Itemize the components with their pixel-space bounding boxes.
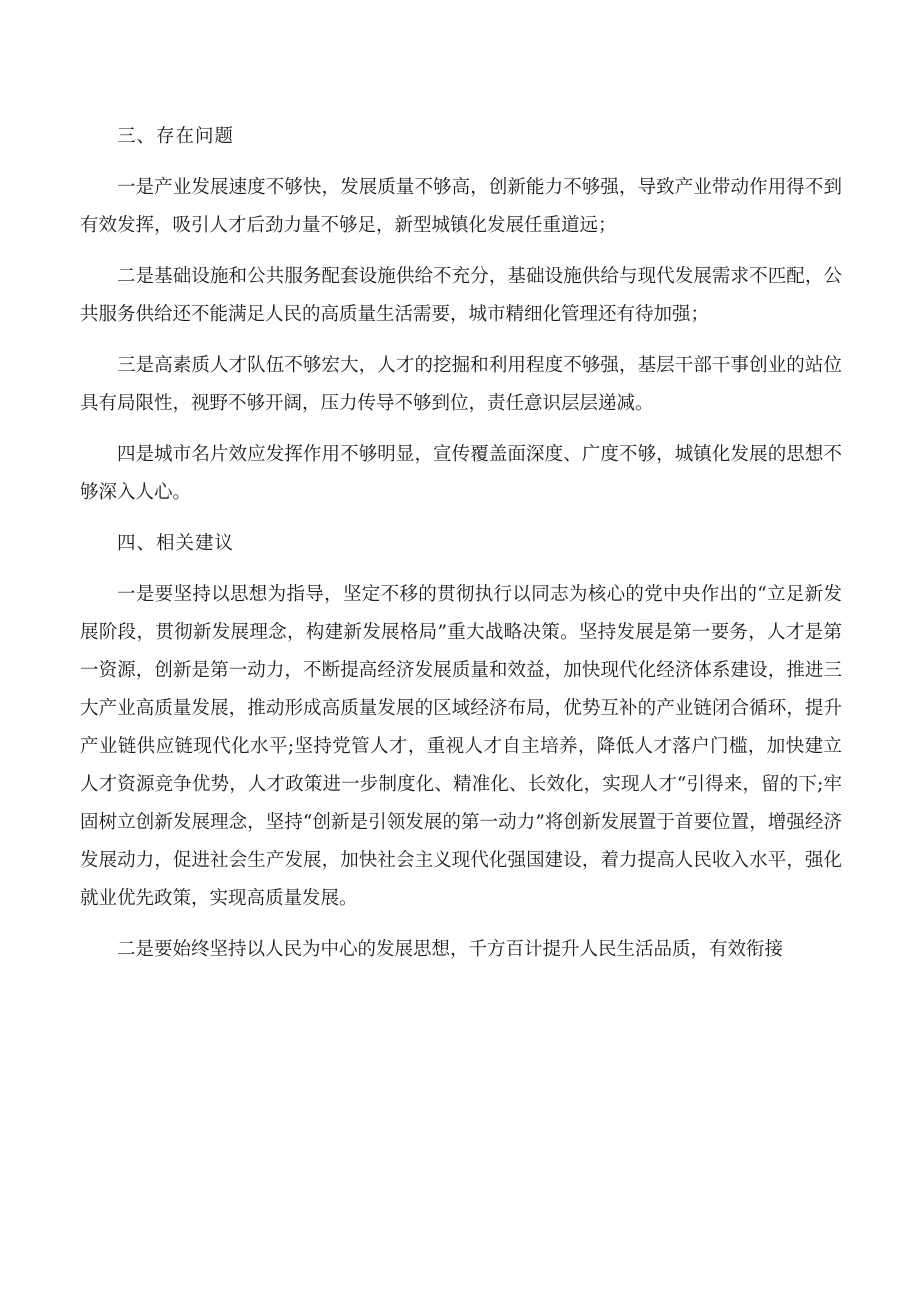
section-heading-suggestions: 四、相关建议 — [117, 533, 235, 554]
paragraph-suggestion-2: 二是要始终坚持以人民为中心的发展思想，千方百计提升人民生活品质，有效衔接 — [117, 939, 784, 960]
document-page — [80, 118, 842, 982]
section-heading-problems: 三、存在问题 — [117, 126, 235, 147]
paragraph-problem-3: 三是高素质人才队伍不够宏大，人才的挖掘和利用程度不够强，基层干部干事创业的站位具有局限性，视野不够开阔，压力传导不够到位，责任意识层层递减。 — [80, 355, 842, 414]
paragraph-problem-4: 四是城市名片效应发挥作用不够明显，宣传覆盖面深度、广度不够，城镇化发展的思想不够深入人心。 — [80, 444, 842, 503]
paragraph-problem-1: 一是产业发展速度不够快，发展质量不够高，创新能力不够强，导致产业带动作用得不到有效发挥，吸引人才后劲力量不够足，新型城镇化发展任重道远； — [80, 177, 842, 236]
paragraph-problem-2: 二是基础设施和公共服务配套设施供给不充分，基础设施供给与现代发展需求不匹配，公共服务供给还不能满足人民的高质量生活需要，城市精细化管理还有待加强； — [80, 266, 842, 325]
paragraph-suggestion-1: 一是要坚持以思想为指导，坚定不移的贯彻执行以同志为核心的党中央作出的“立足新发展阶段，贯彻新发展理念，构建新发展格局”重大战略决策。坚持发展是第一要务，人才是第一资源，创新是第一动力，不断提高经济发展质量和效益，加快现代化经济体系建设，推进三大产业高质量发展，推动形成高质量发展的区域经济布局，优势互补的产业链闭合循环，提升产业链供应链现代化水平;坚持党管人才，重视人才自主培养，降低人才落户门槛，加快建立人才资源竞争优势，人才政策进一步制度化、精准化、长效化，实现人才“引得来，留的下;牢固树立创新发展理念，坚持“创新是引领发展的第一动力”将创新发展置于首要位置，增强经济发展动力，促进社会生产发展，加快社会主义现代化强国建设，着力提高人民收入水平，强化就业优先政策，实现高质量发展。 — [80, 584, 842, 909]
